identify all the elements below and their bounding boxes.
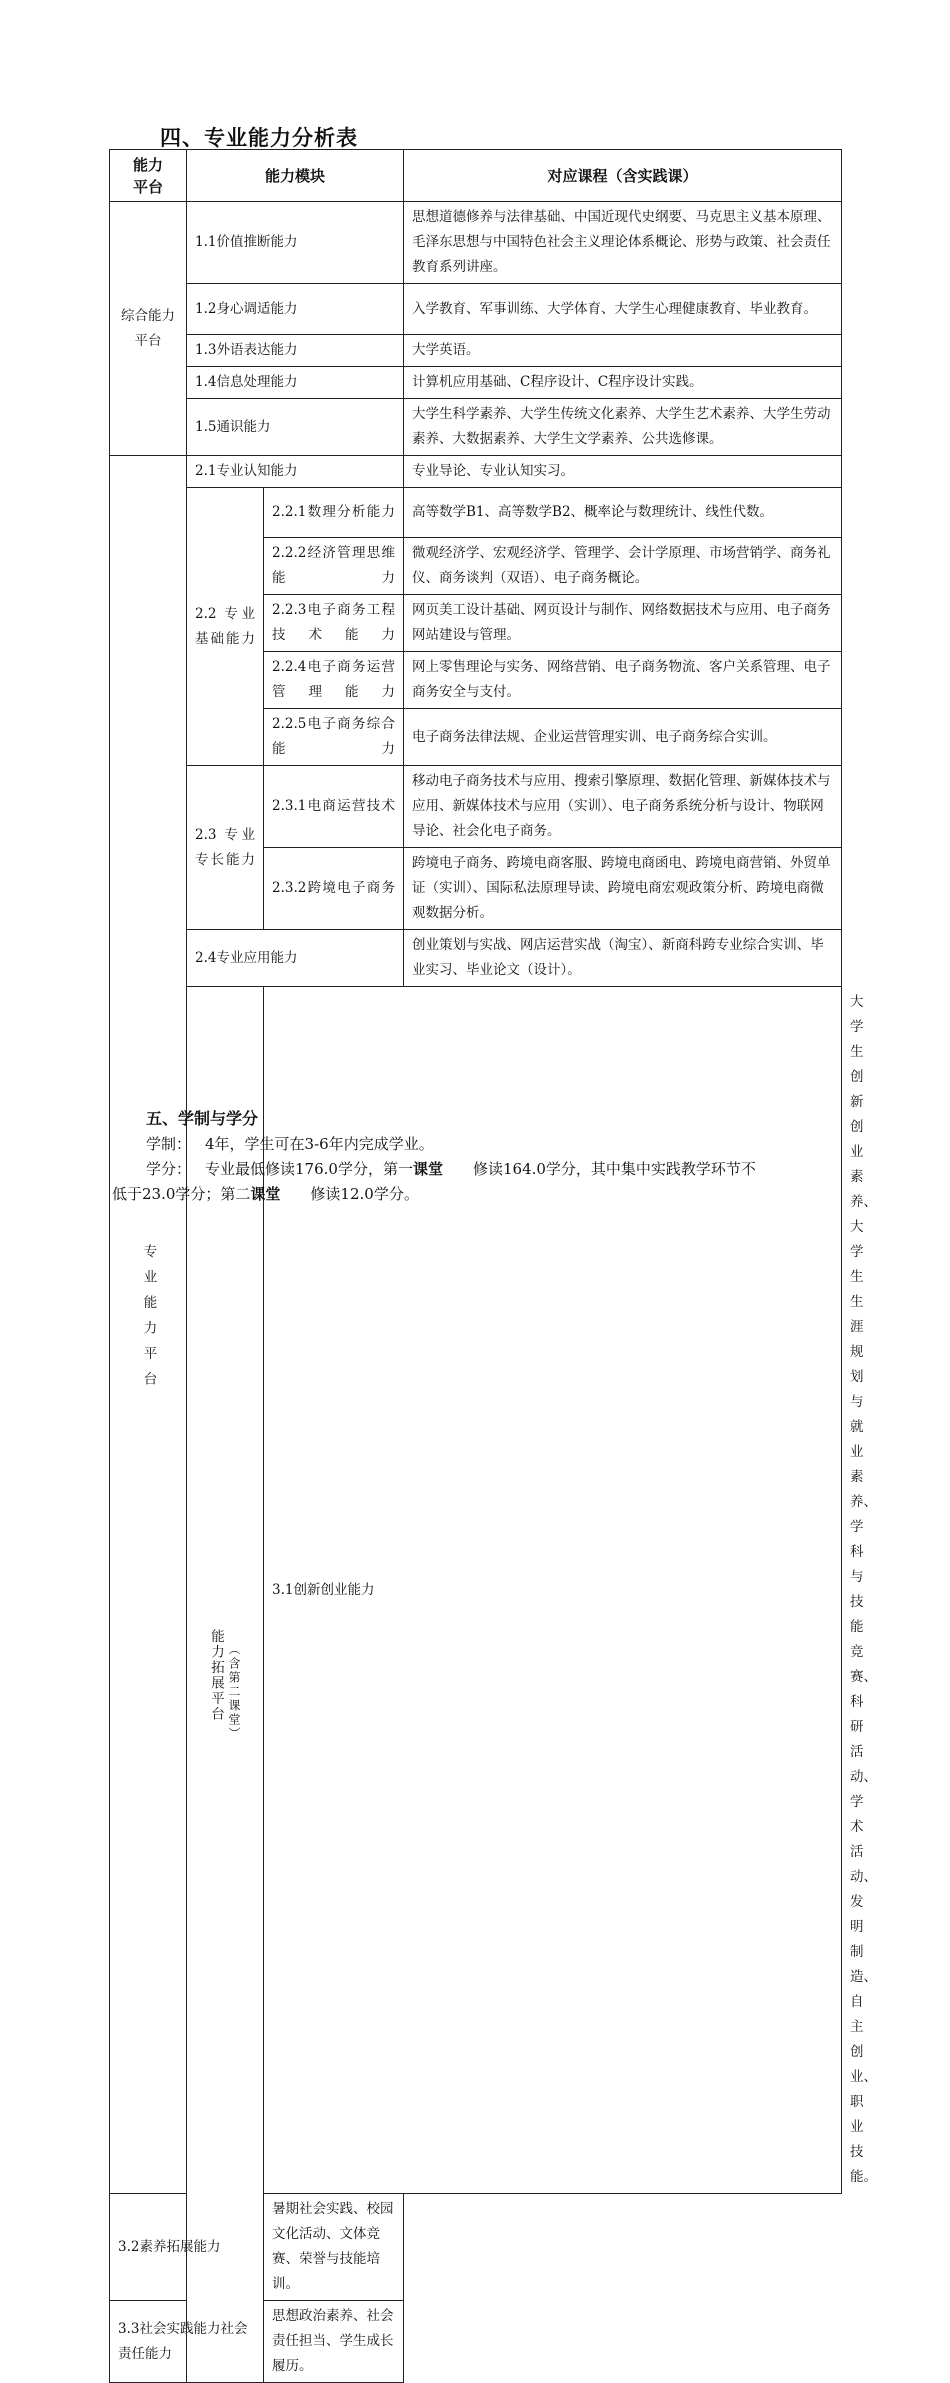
module-cell: 1.4信息处理能力 [187, 367, 404, 399]
courses-cell: 移动电子商务技术与应用、搜索引擎原理、数据化管理、新媒体技术与应用、新媒体技术与应用（实训）、电子商务系统分析与设计、物联网导论、社会化电子商务。 [404, 766, 842, 848]
module-cell: 1.5通识能力 [187, 399, 404, 456]
xuefen-text-c: 低于23.0学分；第二 [112, 1185, 251, 1203]
submodule-cell: 2.2.5电子商务综合能力 [264, 709, 404, 766]
courses-cell: 入学教育、军事训练、大学体育、大学生心理健康教育、毕业教育。 [404, 284, 842, 335]
courses-cell: 高等数学B1、高等数学B2、概率论与数理统计、线性代数。 [404, 488, 842, 538]
courses-cell: 跨境电子商务、跨境电商客服、跨境电商函电、跨境电商营销、外贸单证（实训）、国际私法原理导读、跨境电商宏观政策分析、跨境电商微观数据分析。 [404, 848, 842, 930]
table-row [110, 2301, 842, 2383]
courses-cell: 大学生科学素养、大学生传统文化素养、大学生艺术素养、大学生劳动素养、大数据素养、大学生文学素养、公共选修课。 [404, 399, 842, 456]
header-platform: 能力 平台 [110, 150, 187, 202]
table-row [110, 766, 842, 848]
submodule-cell: 2.2.4电子商务运营管理能力 [264, 652, 404, 709]
module-cell: 2.4专业应用能力 [187, 930, 404, 987]
table-row [110, 367, 842, 399]
courses-cell: 思想政治素养、社会责任担当、学生成长履历。 [264, 2301, 404, 2383]
table-row [110, 284, 842, 335]
courses-cell: 创业策划与实战、网店运营实战（淘宝）、新商科跨专业综合实训、毕业实习、毕业论文（设计）。 [404, 930, 842, 987]
section-four-title: 四、专业能力分析表 [160, 126, 358, 150]
platform-extension: 能力拓展平台 （含第二课堂） [187, 987, 264, 2383]
ketang-1: 课堂 [412, 1160, 443, 1178]
module-cell: 1.1价值推断能力 [187, 202, 404, 284]
xuefen-text-a: 专业最低修读176.0学分，第一 [205, 1160, 413, 1178]
header-module: 能力模块 [187, 150, 404, 202]
table-row [110, 488, 842, 538]
module-cell: 1.3外语表达能力 [187, 335, 404, 367]
submodule-cell: 2.3.2跨境电子商务 [264, 848, 404, 930]
courses-cell: 网页美工设计基础、网页设计与制作、网络数据技术与应用、电子商务网站建设与管理。 [404, 595, 842, 652]
courses-cell: 微观经济学、宏观经济学、管理学、会计学原理、市场营销学、商务礼仪、商务谈判（双语）、电子商务概论。 [404, 538, 842, 595]
module-cell: 3.3社会实践能力社会责任能力 [110, 2301, 264, 2383]
group-2-3: 2.3 专业专长能力 [187, 766, 264, 930]
platform-professional: 专业能力平台 [110, 456, 187, 2194]
table-row: 能力拓展平台 （含第二课堂） 3.1创新创业能力 大学生创新创业素养、大学生生涯规划与就业素养、学科与技能竞赛、科研活动、学术活动、发明制造、自主创业、职业技能。 [110, 987, 842, 2194]
courses-cell: 大学英语。 [404, 335, 842, 367]
xuefen-label: 学分： [146, 1160, 192, 1178]
xuezhi-line [146, 1131, 434, 1157]
courses-cell: 思想道德修养与法律基础、中国近现代史纲要、马克思主义基本原理、毛泽东思想与中国特色社会主义理论体系概论、形势与政策、社会责任教育系列讲座。 [404, 202, 842, 284]
ability-analysis-table [109, 149, 878, 2383]
table-row [110, 456, 842, 488]
courses-cell: 计算机应用基础、C程序设计、C程序设计实践。 [404, 367, 842, 399]
table-header-row [110, 150, 842, 202]
submodule-cell: 2.2.1数理分析能力 [264, 488, 404, 538]
xuezhi-text: 4年，学生可在3-6年内完成学业。 [205, 1135, 434, 1153]
xuefen-line-1 [146, 1156, 756, 1182]
submodule-cell: 2.3.1电商运营技术 [264, 766, 404, 848]
header-courses: 对应课程（含实践课） [404, 150, 842, 202]
module-cell: 3.1创新创业能力 [264, 987, 842, 2194]
courses-cell: 暑期社会实践、校园文化活动、文体竞赛、荣誉与技能培训。 [264, 2194, 404, 2301]
section-five-title: 五、学制与学分 [146, 1109, 259, 1128]
module-cell: 3.2素养拓展能力 [110, 2194, 264, 2301]
submodule-cell: 2.2.2经济管理思维能力 [264, 538, 404, 595]
courses-cell: 专业导论、专业认知实习。 [404, 456, 842, 488]
module-cell: 2.1专业认知能力 [187, 456, 404, 488]
xuefen-text-b: 修读164.0学分，其中集中实践教学环节不 [472, 1160, 756, 1178]
xuefen-text-d: 修读12.0学分。 [310, 1185, 419, 1203]
table-row [110, 202, 842, 284]
submodule-cell: 2.2.3电子商务工程技术能力 [264, 595, 404, 652]
xuezhi-label: 学制： [146, 1135, 192, 1153]
table-row [110, 335, 842, 367]
ketang-2: 课堂 [250, 1185, 281, 1203]
table-row [110, 930, 842, 987]
module-cell: 1.2身心调适能力 [187, 284, 404, 335]
table-row [110, 399, 842, 456]
xuefen-line-2 [112, 1181, 419, 1207]
courses-cell: 电子商务法律法规、企业运营管理实训、电子商务综合实训。 [404, 709, 842, 766]
group-2-2: 2.2 专业基础能力 [187, 488, 264, 766]
platform-comprehensive: 综合能力 平台 [110, 202, 187, 456]
courses-cell: 网上零售理论与实务、网络营销、电子商务物流、客户关系管理、电子商务安全与支付。 [404, 652, 842, 709]
table-row [110, 2194, 842, 2301]
